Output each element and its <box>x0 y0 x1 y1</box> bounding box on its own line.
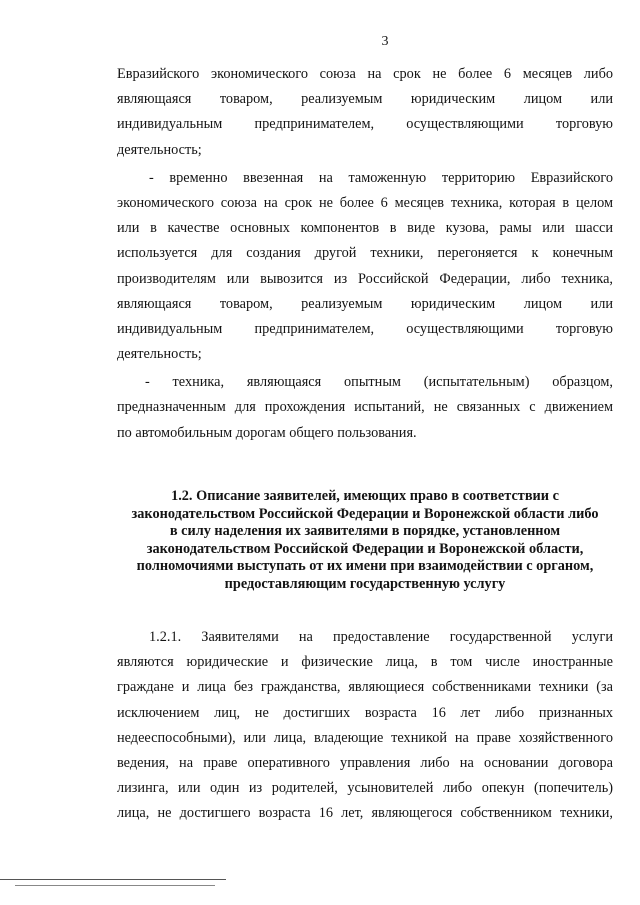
text-line: предназначенным для прохождения испытаний, не связанных с движением <box>117 399 613 416</box>
section-heading <box>117 488 613 594</box>
heading-line: 1.2. Описание заявителей, имеющих право в соответствии с <box>171 488 559 504</box>
text-line: лица, не достигшего возраста 16 лет, являющегося собственником техники, <box>117 805 613 822</box>
text-line: ведения, на праве оперативного управления либо на основании договора <box>117 754 613 771</box>
footer-rule-secondary <box>15 885 215 886</box>
text-line: деятельность; <box>117 346 202 363</box>
page-number: 3 <box>381 34 389 49</box>
text-line: используется для создания другой техники, перегоняется к конечным <box>117 245 613 262</box>
text-line: индивидуальным предпринимателем, осуществляющими торговую <box>117 116 613 133</box>
text-line: производителям или вывозится из Российской Федерации, либо техника, <box>117 270 613 287</box>
text-line: - временно ввезенная на таможенную территорию Евразийского <box>149 169 613 186</box>
text-line: - техника, являющаяся опытным (испытательным) образцом, <box>145 374 613 391</box>
text-line: лизинга, или один из родителей, усыновителей либо опекун (попечитель) <box>117 780 613 797</box>
text-line: являющаяся товаром, реализуемым юридическим лицом или <box>117 295 613 312</box>
text-line: или в качестве основных компонентов в виде кузова, рамы или шасси <box>117 220 613 237</box>
paragraph-1 <box>117 62 613 163</box>
text-line: 1.2.1. Заявителями на предоставление государственной услуги <box>149 629 613 645</box>
heading-line: полномочиями выступать от их имени при взаимодействии с органом, <box>136 558 594 575</box>
paragraph-2 <box>117 166 613 368</box>
text-line: деятельность; <box>117 141 202 158</box>
body-text-top <box>117 62 613 446</box>
text-line: Евразийского экономического союза на срок не более 6 месяцев либо <box>117 66 613 82</box>
heading-line: законодательством Российской Федерации и Воронежской области, <box>146 540 584 557</box>
text-line: по автомобильным дорогам общего пользования. <box>117 424 417 441</box>
heading-line: законодательством Российской Федерации и Воронежской области либо <box>131 505 599 522</box>
footer-rule <box>0 879 226 880</box>
text-line: индивидуальным предпринимателем, осуществляющими торговую <box>117 320 613 337</box>
paragraph-3 <box>117 370 613 446</box>
heading-line: в силу наделения их заявителями в порядке, установленном <box>169 523 561 540</box>
text-line: экономического союза на срок не более 6 месяцев техника, которая в целом <box>117 194 613 211</box>
text-line: граждане и лица без гражданства, являющиеся собственниками техники (за <box>117 679 613 696</box>
paragraph-4 <box>117 625 613 827</box>
text-line: исключением лиц, не достигших возраста 16 лет либо признанных <box>117 704 613 721</box>
text-line: являются юридические и физические лица, в том числе иностранные <box>117 654 613 671</box>
text-line: являющаяся товаром, реализуемым юридическим лицом или <box>117 91 613 108</box>
text-line: недееспособными), или лица, владеющие техникой на праве хозяйственного <box>117 729 613 746</box>
heading-line: предоставляющим государственную услугу <box>224 575 506 592</box>
